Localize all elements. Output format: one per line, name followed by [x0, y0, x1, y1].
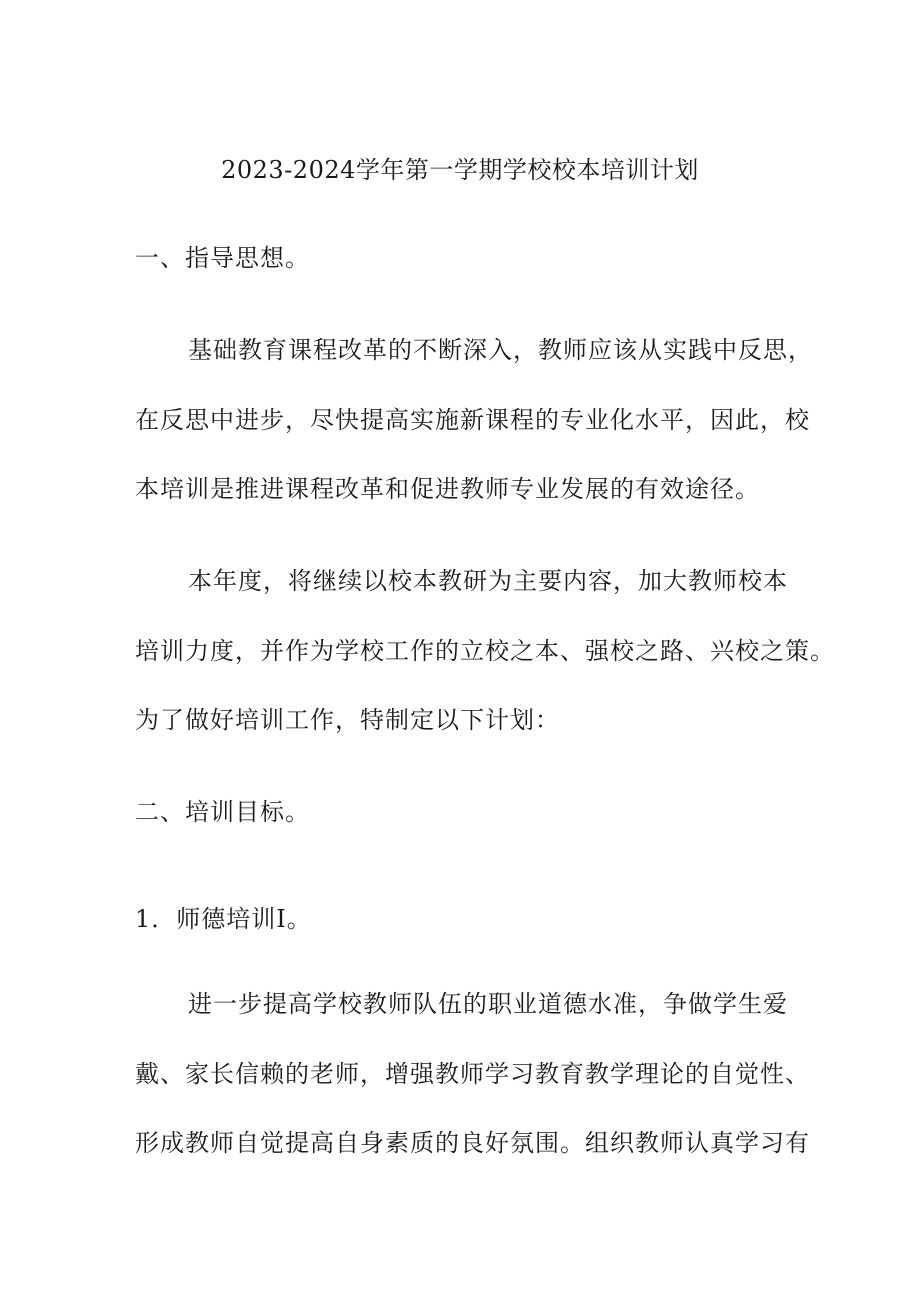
paragraph-line: 培训力度，并作为学校工作的立校之本、强校之路、兴校之策。 [135, 637, 835, 665]
paragraph-line: 戴、家长信赖的老师，增强教师学习教育教学理论的自觉性、 [135, 1060, 810, 1088]
paragraph-line: 为了做好培训工作，特制定以下计划： [135, 706, 560, 734]
paragraph-line: 基础教育课程改革的不断深入，教师应该从实践中反思， [188, 336, 813, 364]
paragraph-line: 本年度，将继续以校本教研为主要内容，加大教师校本 [188, 567, 788, 595]
section-heading-training-goals: 二、培训目标。 [135, 798, 310, 826]
paragraph-line: 进一步提高学校教师队伍的职业道德水准，争做学生爱 [188, 990, 788, 1018]
document-title: 2023-2024学年第一学期学校校本培训计划 [221, 156, 699, 184]
paragraph-line: 在反思中进步，尽快提高实施新课程的专业化水平，因此，校 [135, 406, 810, 434]
paragraph-line: 形成教师自觉提高自身素质的良好氛围。组织教师认真学习有 [135, 1129, 810, 1157]
subsection-heading-ethics-training: 1．师德培训Ⅰ。 [135, 905, 312, 933]
paragraph-line: 本培训是推进课程改革和促进教师专业发展的有效途径。 [135, 475, 760, 503]
section-heading-guiding-ideology: 一、指导思想。 [135, 244, 310, 272]
